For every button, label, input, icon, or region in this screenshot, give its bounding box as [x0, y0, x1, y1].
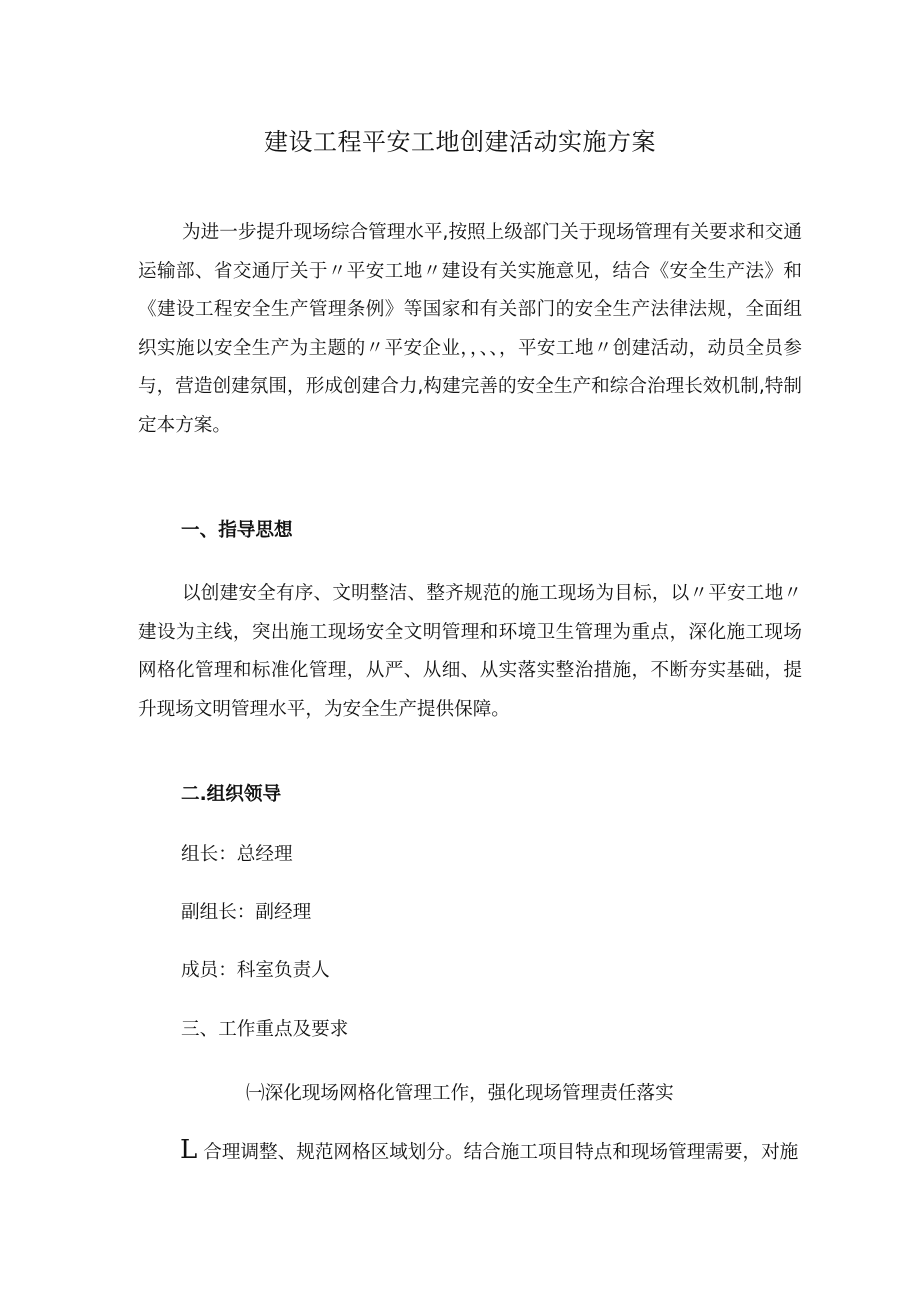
list-item-1 [180, 1137, 798, 1166]
list-item-text: 合理调整、规范网格区域划分。结合施工项目特点和现场管理需要，对施 [203, 1142, 799, 1163]
member-leader: 组长：总经理 [181, 844, 293, 865]
list-item-marker: L [180, 1135, 198, 1165]
section-heading-work-focus: 三、工作重点及要求 [181, 1019, 349, 1040]
member-members: 成员：科室负责人 [181, 960, 330, 981]
intro-paragraph: 为进一步提升现场综合管理水平,按照上级部门关于现场管理有关要求和交通运输部、省交通厅关于〃平安工地〃建设有关实施意见，结合《安全生产法》和《建设工程安全生产管理条例》等国家和有关部门的安全生产法律法规，全面组织实施以安全生产为主题的〃平安企业，，、、，平安工地〃创建活动，动员全员参与，营造创建氛围，形成创建合力,构建完善的安全生产和综合治理长效机制,特制定本方案。 [138, 222, 802, 436]
member-deputy-leader: 副组长：副经理 [181, 902, 312, 923]
section-heading-guiding-ideology: 一、指导思想 [181, 520, 293, 541]
guiding-ideology-paragraph: 以创建安全有序、文明整洁、整齐规范的施工现场为目标，以〃平安工地〃建设为主线，突出施工现场安全文明管理和环境卫生管理为重点，深化施工现场网格化管理和标准化管理，从严、从细、从实落实整治措施，不断夯实基础，提升现场文明管理水平，为安全生产提供保障。 [138, 583, 802, 720]
document-title: 建设工程平安工地创建活动实施方案 [264, 128, 656, 156]
section-heading-organization: 二.组织领导 [181, 784, 282, 805]
subsection-heading-grid-management: ㈠深化现场网格化管理工作，强化现场管理责任落实 [246, 1083, 674, 1104]
